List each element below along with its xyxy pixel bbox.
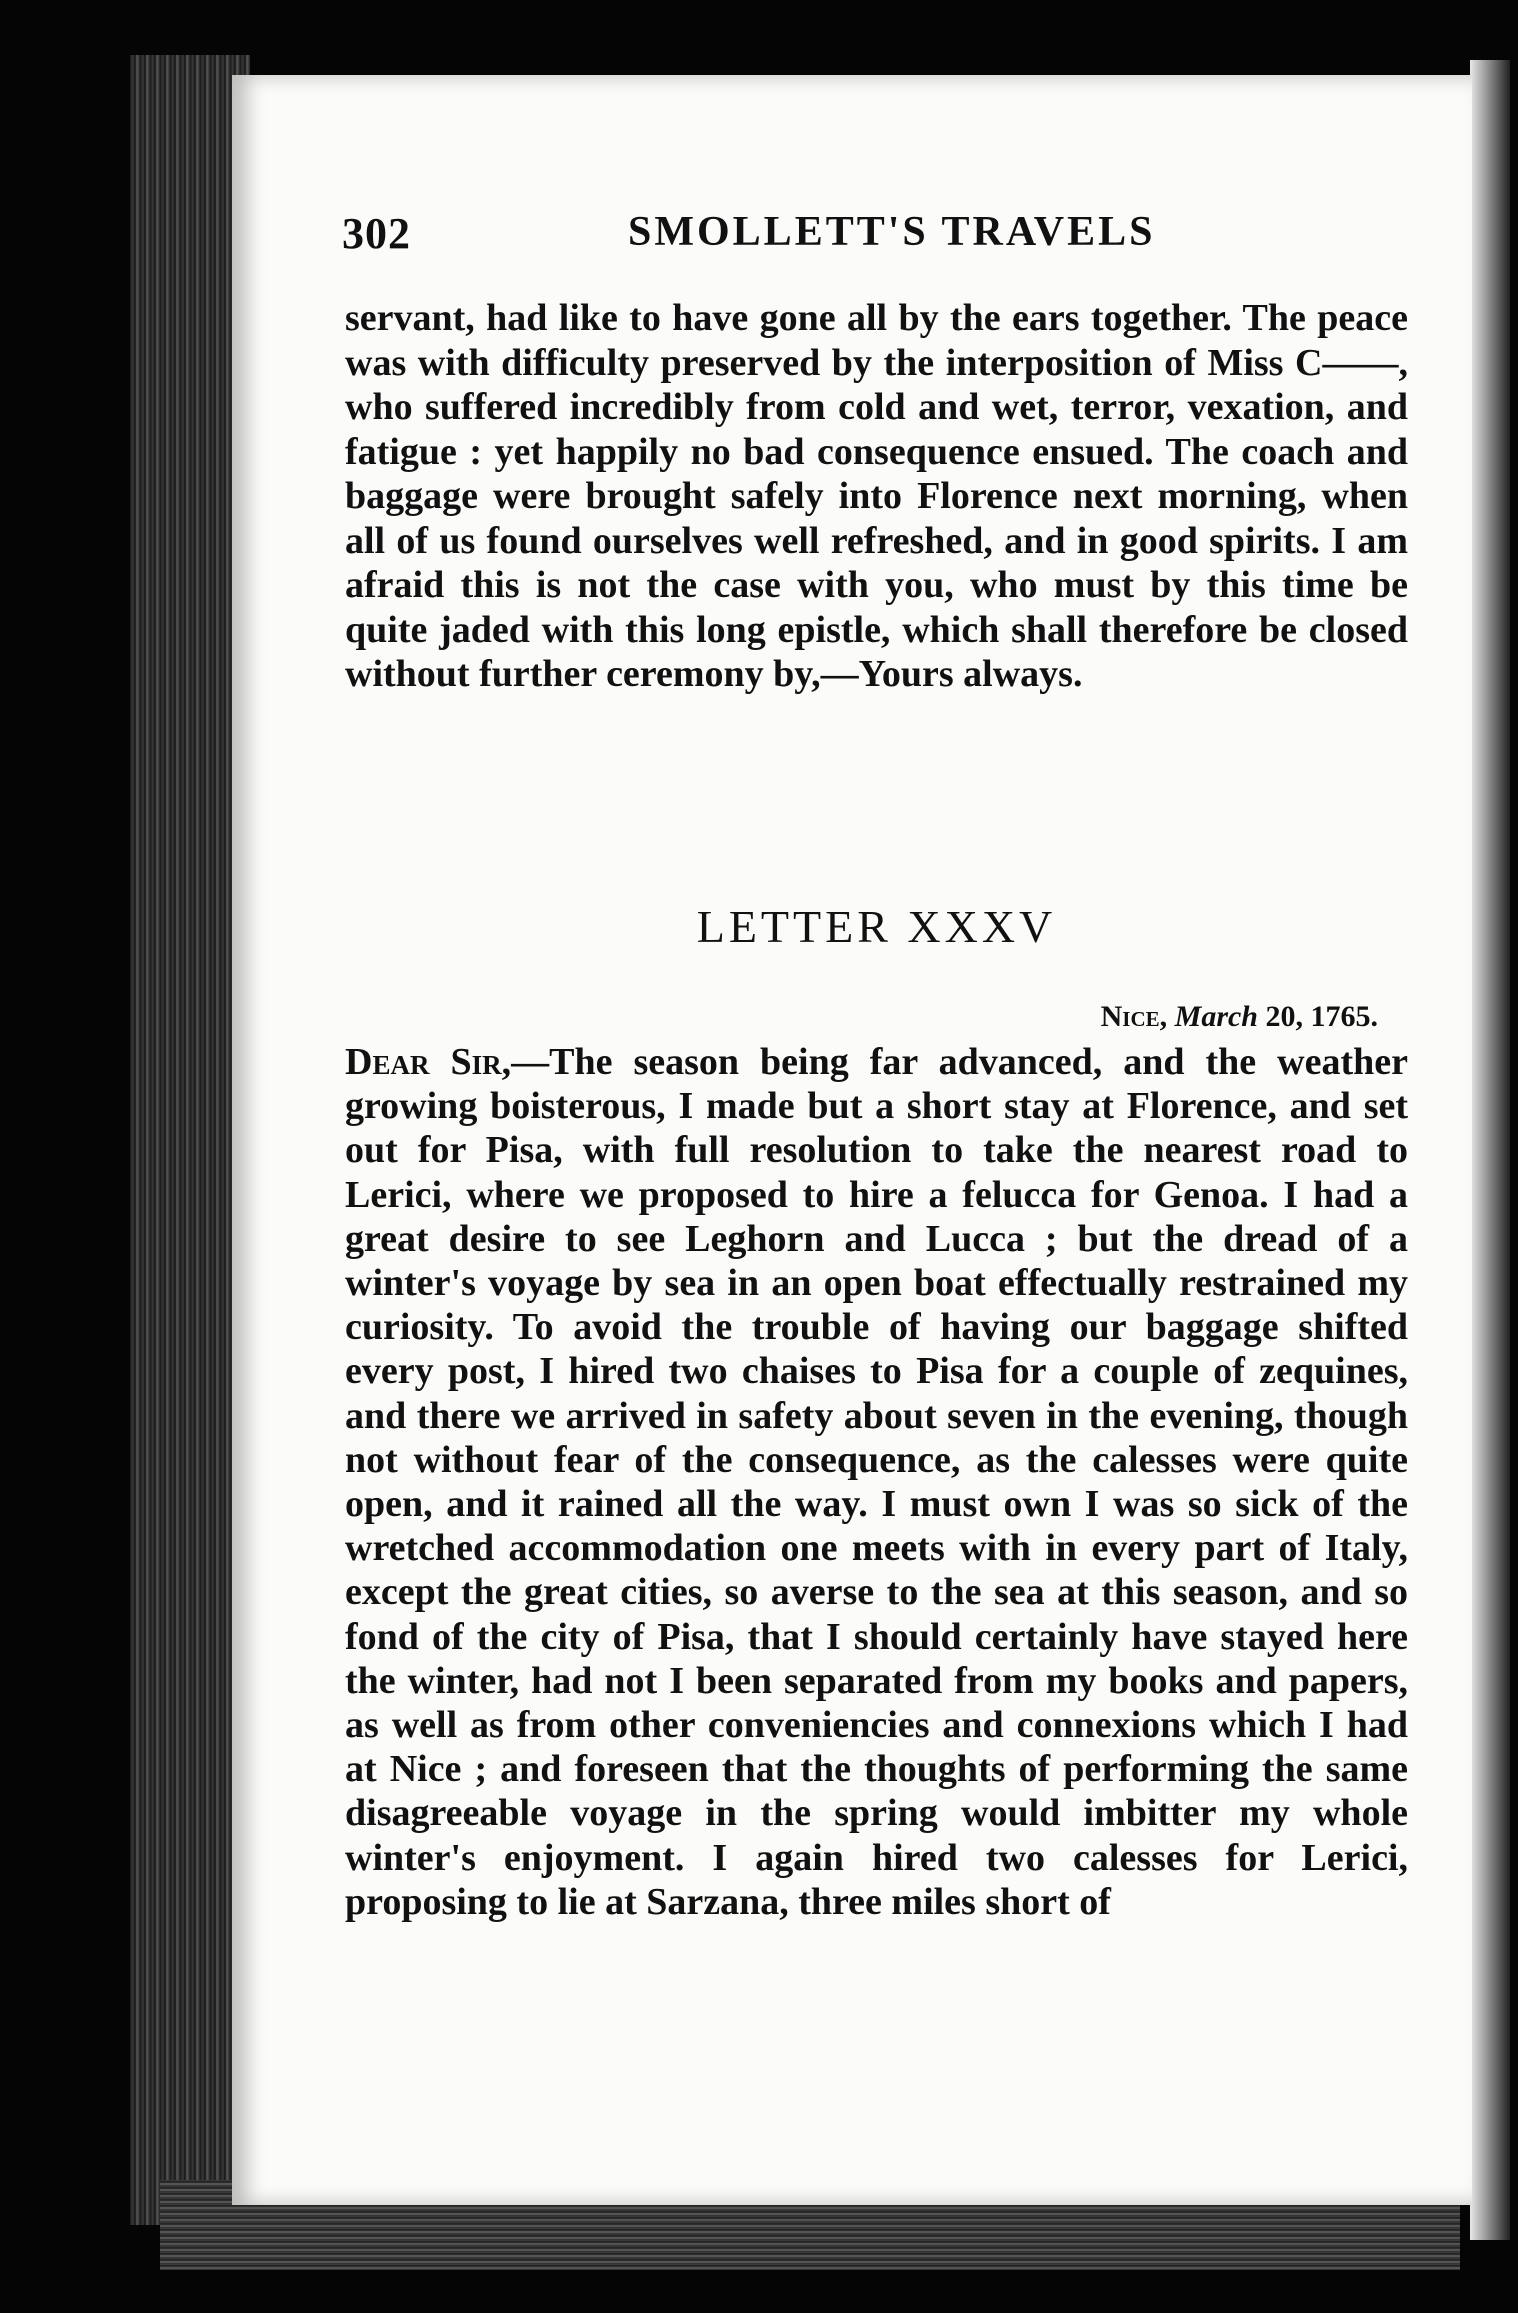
dateline-month: March bbox=[1174, 1000, 1258, 1033]
page-number: 302 bbox=[342, 209, 411, 258]
running-head: SMOLLETT'S TRAVELS bbox=[628, 209, 1156, 255]
paragraph-continued: servant, had like to have gone all by the ears together. The peace was with difficulty preserved by the interposition of Miss C——, who suffered incredibly from cold and wet, terror, vexation, and fatigue : yet happily no bad consequence ensued. The coach and baggage were brought safely into Florence next morning, when all of us found ourselves well refreshed, and in good spirits. I am afraid this is not the case with you, who must by this time be quite jaded with this long epistle, which shall therefore be closed without further ceremony by,—Yours always. bbox=[345, 297, 1408, 695]
salutation: Dear Sir, bbox=[345, 1041, 512, 1083]
letter-body bbox=[345, 1040, 1408, 1924]
letter-heading: LETTER XXXV bbox=[696, 901, 1057, 952]
page-right-edge bbox=[1470, 60, 1510, 2240]
dateline bbox=[345, 1000, 1378, 1034]
dateline-place: Nice, bbox=[1100, 1000, 1168, 1033]
page-header bbox=[342, 208, 1442, 268]
letter-body-text: —The season being far advanced, and the weather growing boisterous, I made but a short stay at Florence, and set out for Pisa, with full resolution to take the nearest road to Lerici, where we proposed to hire a felucca for Genoa. I had a great desire to see Leghorn and Lucca ; but the dread of a winter's voyage by sea in an open boat effectually restrained my curiosity. To avoid the trouble of having our baggage shifted every post, I hired two chaises to Pisa for a couple of zequines, and there we arrived in safety about seven in the evening, though not without fear of the consequence, as the calesses were quite open, and it rained all the way. I must own I was so sick of the wretched accommodation one meets with in every part of Italy, except the great cities, so averse to the sea at this season, and so fond of the city of Pisa, that I should certainly have stayed here the winter, had not I been separated from my books and papers, as well as from other conveniencies and connexions which I had at Nice ; and foreseen that the thoughts of performing the same disagreeable voyage in the spring would imbitter my whole winter's enjoyment. I again hired two calesses for Lerici, proposing to lie at Sarzana, three miles short of bbox=[345, 1041, 1408, 1923]
dateline-date: 20, 1765. bbox=[1265, 1000, 1378, 1033]
